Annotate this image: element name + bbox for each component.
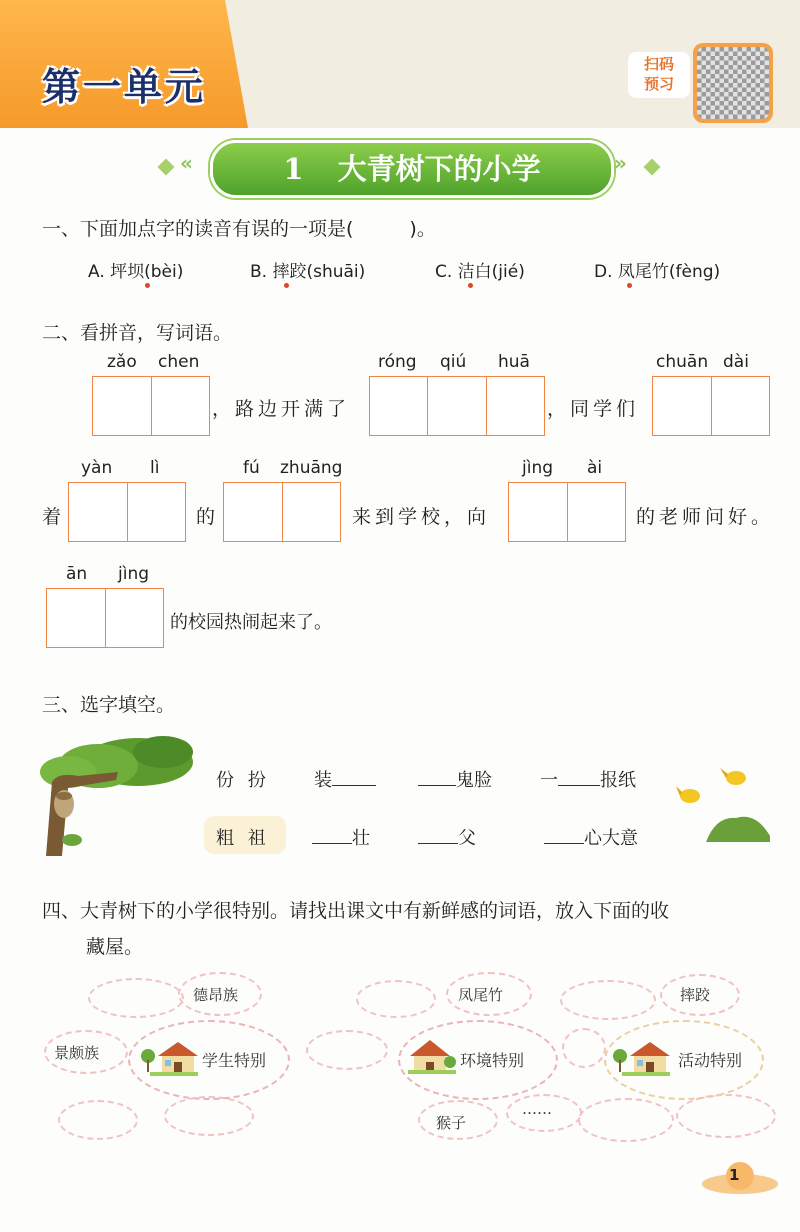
empty-cloud[interactable] (88, 978, 184, 1018)
example-word: 猴子 (436, 1114, 467, 1132)
q4-prompt-line2: 藏屋。 (86, 936, 144, 958)
answer-box-yanli[interactable] (68, 482, 186, 542)
q4-prompt-line1: 四、大青树下的小学很特别。请找出课文中有新鲜感的词语，放入下面的收 (42, 900, 670, 922)
example-word: 德昂族 (193, 986, 239, 1004)
emphasis-dot (468, 283, 473, 288)
unit-title: 第一单元 (42, 65, 207, 109)
empty-cloud[interactable] (356, 980, 436, 1018)
qr-code[interactable] (693, 43, 773, 123)
pinyin: ān (66, 564, 88, 584)
house-label-students: 学生特别 (202, 1051, 267, 1070)
house-label-environment: 环境特别 (460, 1051, 525, 1070)
sentence-text: 的校园热闹起来了。 (170, 612, 332, 633)
empty-cloud[interactable] (676, 1094, 776, 1138)
page-number: 1 (729, 1166, 740, 1184)
birds-bush-illustration (676, 766, 772, 842)
fill-item: 心大意 (544, 824, 638, 850)
q1-prompt: 一、下面加点字的读音有误的一项是( )。 (42, 218, 436, 240)
sentence-text: 的老师问好。 (636, 506, 775, 528)
q2-prompt: 二、看拼音，写词语。 (42, 322, 233, 344)
emphasis-dot (145, 283, 150, 288)
pinyin: fú (243, 458, 260, 478)
pinyin: lì (150, 458, 160, 478)
answer-box-rongqiuhua[interactable] (369, 376, 545, 436)
sentence-text: 来到学校，向 (352, 506, 491, 528)
sentence-text: ，同学们 (547, 398, 640, 420)
scan-label: 扫码 预习 (628, 52, 690, 98)
example-word: 凤尾竹 (458, 986, 504, 1004)
pinyin: róng (378, 352, 417, 372)
fill-item: 鬼脸 (418, 766, 492, 792)
house-label-activities: 活动特别 (678, 1051, 743, 1070)
page-number-cloud (700, 1160, 780, 1196)
chevron-right-icon: » (614, 151, 627, 175)
answer-box-zaochen[interactable] (92, 376, 210, 436)
emphasis-dot (284, 283, 289, 288)
fill-item: 一 报纸 (540, 770, 636, 791)
char-choices-2: 粗 祖 (216, 828, 270, 849)
empty-cloud[interactable] (560, 980, 656, 1020)
empty-cloud[interactable] (306, 1030, 388, 1070)
char-choices-1: 份 扮 (216, 770, 270, 791)
house-icon (612, 1038, 672, 1078)
example-word: …… (522, 1100, 552, 1118)
q1-option-d[interactable]: D. 凤尾竹(fèng) (594, 262, 721, 282)
example-word: 摔跤 (680, 986, 711, 1004)
lesson-banner (210, 140, 614, 198)
pinyin: jìng (522, 458, 554, 478)
lesson-title: 大青树下的小学 (337, 152, 541, 186)
empty-cloud[interactable] (164, 1096, 254, 1136)
answer-box-chuandai[interactable] (652, 376, 770, 436)
pinyin: dài (723, 352, 749, 372)
pinyin: jìng (118, 564, 150, 584)
empty-cloud[interactable] (578, 1098, 674, 1142)
q1-option-c[interactable]: C. 洁白(jié) (435, 262, 525, 282)
pinyin: yàn (81, 458, 113, 478)
house-icon (140, 1038, 200, 1078)
sentence-text: 着 (42, 506, 66, 528)
pinyin: chuān (656, 352, 709, 372)
emphasis-dot (627, 283, 632, 288)
pinyin: zhuāng (280, 458, 343, 478)
sentence-text: ，路边开满了 (212, 398, 351, 420)
house-icon (406, 1036, 458, 1076)
answer-box-anjing[interactable] (46, 588, 164, 648)
pinyin: chen (158, 352, 200, 372)
pinyin: qiú (440, 352, 467, 372)
pinyin: ài (587, 458, 603, 478)
diamond-icon (158, 159, 175, 176)
pinyin: huā (498, 352, 530, 372)
q3-prompt: 三、选字填空。 (42, 694, 176, 716)
fill-item: 父 (418, 824, 476, 850)
chevron-left-icon: « (180, 151, 193, 175)
answer-box-fuzhuang[interactable] (223, 482, 341, 542)
empty-cloud[interactable] (58, 1100, 138, 1140)
pinyin: zǎo (107, 352, 137, 372)
fill-item: 壮 (312, 824, 370, 850)
lesson-number: 1 (283, 152, 304, 186)
answer-box-jingai[interactable] (508, 482, 626, 542)
diamond-icon (644, 159, 661, 176)
q1-option-b[interactable]: B. 摔跤(shuāi) (250, 262, 366, 282)
empty-cloud[interactable] (562, 1028, 606, 1068)
sentence-text: 的 (196, 506, 220, 528)
fill-item: 装 (314, 766, 376, 792)
tree-illustration (38, 732, 198, 856)
example-word: 景颇族 (54, 1044, 100, 1062)
q1-option-a[interactable]: A. 坪坝(bèi) (88, 262, 184, 282)
